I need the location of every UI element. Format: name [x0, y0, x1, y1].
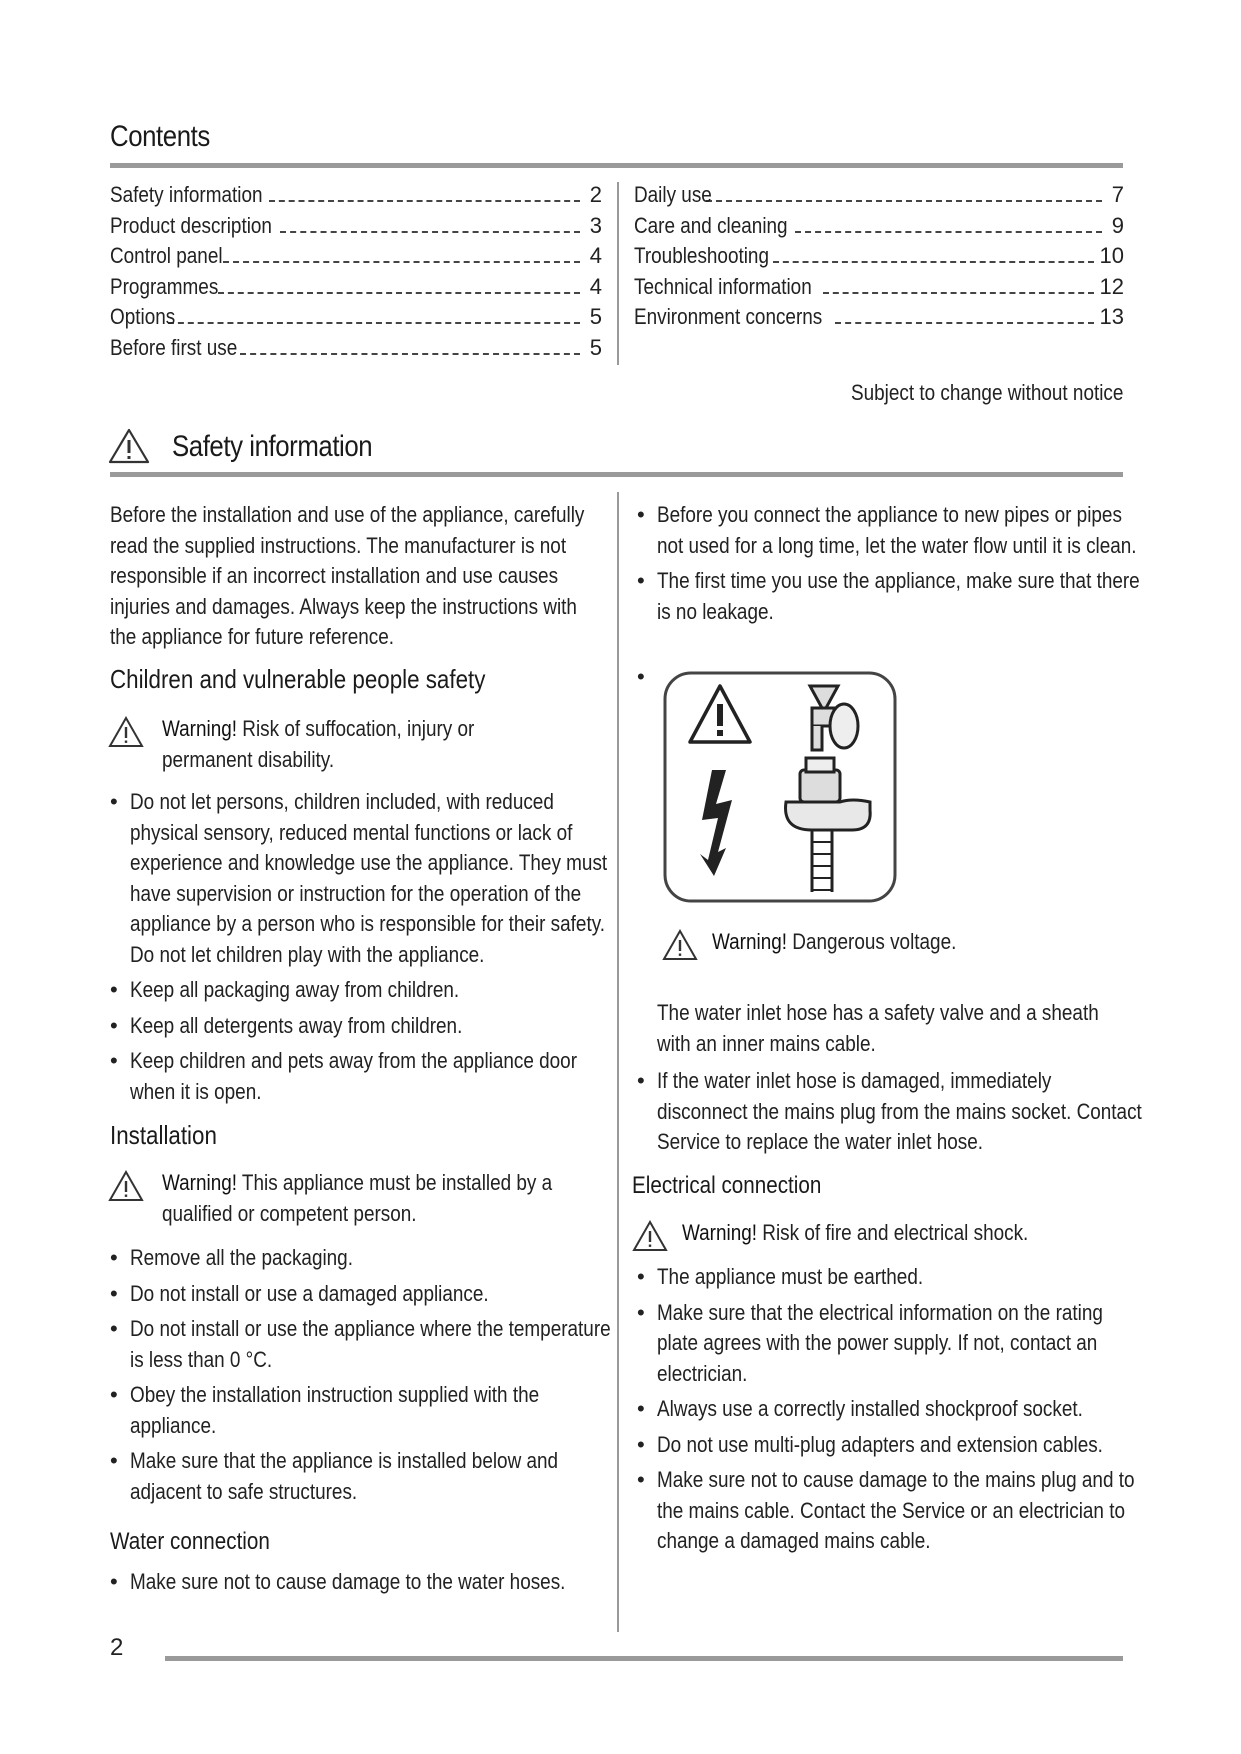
list-item: • Remove all the packaging.	[110, 1243, 610, 1274]
list-item: • Make sure that the electrical information on the rating plate agrees with the power supply. If not, contact an electrician.	[637, 1298, 1127, 1390]
installation-heading: Installation	[110, 1120, 217, 1150]
toc-item[interactable]	[634, 211, 1124, 242]
warning-text: Dangerous voltage.	[792, 929, 957, 954]
safety-title: Safety information	[172, 430, 373, 463]
toc-label: Troubleshooting	[634, 243, 769, 268]
toc-page: 2	[589, 182, 602, 207]
list-item: • Always use a correctly installed shockproof socket.	[637, 1394, 1127, 1425]
list-item: • Do not install or use the appliance where the temperature is less than 0 °C.	[110, 1314, 610, 1375]
children-heading: Children and vulnerable people safety	[110, 664, 486, 694]
toc-label: Control panel	[110, 243, 223, 268]
change-notice: Subject to change without notice	[851, 380, 1124, 405]
toc-page: 5	[589, 304, 602, 329]
water-heading: Water connection	[110, 1528, 270, 1555]
toc-page: 12	[1099, 273, 1124, 299]
toc-item[interactable]	[110, 180, 602, 211]
toc-left	[110, 180, 602, 363]
warning-icon	[662, 929, 698, 961]
toc-label: Options	[110, 304, 176, 329]
safety-rule	[110, 472, 1123, 477]
toc-label: Safety information	[110, 182, 263, 207]
list-item: • Do not let persons, children included, with reduced physical sensory, reduced mental functions or lack of experience and knowledge use the appliance. They must have supervision or instruction for the operation of the appliance by a person who is responsible for their safety. Do not let children play with the appliance.	[110, 787, 610, 970]
warning-icon	[108, 1170, 144, 1202]
list-item: • Keep all detergents away from children.	[110, 1011, 610, 1042]
list-item: • Obey the installation instruction supplied with the appliance.	[110, 1380, 610, 1441]
toc-label: Daily use	[634, 182, 712, 207]
toc-label: Before first use	[110, 334, 238, 360]
toc-item[interactable]	[634, 272, 1124, 303]
toc-right	[634, 180, 1124, 333]
page-number: 2	[110, 1634, 124, 1661]
warning-label: Warning!	[162, 1170, 238, 1195]
electrical-heading: Electrical connection	[632, 1172, 822, 1199]
warning-text: Risk of suffocation, injury or permanent disability.	[162, 716, 475, 772]
toc-item[interactable]	[634, 180, 1124, 211]
toc-page: 4	[589, 243, 602, 268]
toc-item[interactable]	[110, 241, 602, 272]
children-list	[110, 787, 610, 1112]
warning-triangle-icon	[108, 428, 150, 464]
water-list-right	[637, 500, 1140, 632]
electrical-list	[637, 1262, 1135, 1562]
warning-text: This appliance must be installed by a qualified or competent person.	[162, 1170, 553, 1226]
list-item: • Make sure not to cause damage to the mains plug and to the mains cable. Contact the Service or an electrician to change a damaged mains cable.	[637, 1465, 1127, 1557]
toc-page: 9	[1111, 212, 1124, 238]
list-item: • Before you connect the appliance to new pipes or pipes not used for a long time, let the water flow until it is clean.	[637, 500, 1127, 561]
warning-text: Risk of fire and electrical shock.	[762, 1220, 1029, 1245]
warning-label: Warning!	[712, 929, 788, 954]
toc-item[interactable]	[110, 302, 602, 333]
contents-rule	[110, 163, 1123, 168]
footer-rule	[165, 1656, 1123, 1661]
toc-item[interactable]	[110, 333, 602, 364]
warning-label: Warning!	[162, 716, 238, 741]
toc-item[interactable]	[110, 272, 602, 303]
list-item: • Keep all packaging away from children.	[110, 975, 610, 1006]
toc-divider	[617, 182, 619, 365]
toc-label: Environment concerns	[634, 304, 823, 329]
toc-page: 7	[1111, 182, 1124, 207]
list-item: • Make sure not to cause damage to the water hoses.	[110, 1567, 610, 1598]
illustration-bullet: •	[637, 664, 645, 689]
hose-description: The water inlet hose has a safety valve and a sheath with an inner mains cable.	[657, 1000, 1099, 1056]
safety-intro: Before the installation and use of the appliance, carefully read the supplied instructions. The manufacturer is not responsible if an incorrect installation and use causes injuries and damages. Always keep the instructions with the appliance for future reference.	[110, 502, 585, 649]
toc-label: Care and cleaning	[634, 212, 788, 238]
installation-list	[110, 1243, 610, 1512]
list-item: • Make sure that the appliance is installed below and adjacent to safe structures.	[110, 1446, 610, 1507]
warning-label: Warning!	[682, 1220, 758, 1245]
toc-page: 4	[589, 273, 602, 299]
hose-list	[637, 1066, 1142, 1163]
toc-page: 3	[589, 212, 602, 238]
toc-page: 13	[1099, 304, 1124, 329]
warning-icon	[108, 716, 144, 748]
toc-item[interactable]	[634, 241, 1124, 272]
toc-item[interactable]	[634, 302, 1124, 333]
toc-label: Product description	[110, 212, 272, 238]
water-hose-safety-illustration	[662, 670, 898, 904]
list-item: • The appliance must be earthed.	[637, 1262, 1127, 1293]
contents-title: Contents	[110, 120, 210, 153]
list-item: • Keep children and pets away from the appliance door when it is open.	[110, 1046, 610, 1107]
list-item: • Do not install or use a damaged appliance.	[110, 1279, 610, 1310]
water-list-left	[110, 1567, 610, 1603]
toc-label: Programmes	[110, 273, 219, 299]
list-item: • If the water inlet hose is damaged, immediately disconnect the mains plug from the mains socket. Contact Service to replace the water inlet hose.	[637, 1066, 1127, 1158]
toc-item[interactable]	[110, 211, 602, 242]
toc-page: 10	[1099, 243, 1124, 268]
toc-page: 5	[589, 334, 602, 360]
toc-label: Technical information	[634, 273, 812, 299]
warning-icon	[632, 1220, 668, 1252]
list-item: • Do not use multi-plug adapters and extension cables.	[637, 1430, 1127, 1461]
list-item: • The first time you use the appliance, make sure that there is no leakage.	[637, 566, 1127, 627]
